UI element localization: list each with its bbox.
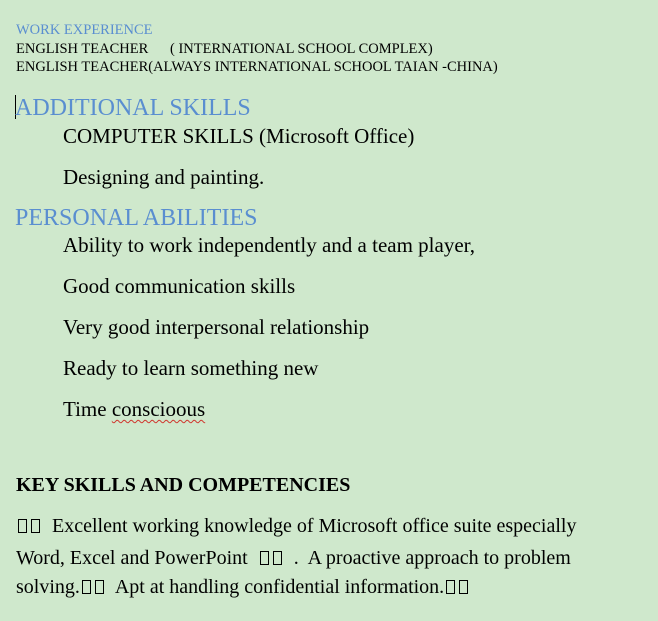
missing-glyph-icon: [459, 580, 468, 594]
key-skills-text: . A proactive approach to problem: [293, 547, 571, 569]
time-conscious-text: Time conscioous: [63, 397, 206, 421]
additional-skill-item: COMPUTER SKILLS (Microsoft Office): [63, 124, 415, 148]
additional-skill-item: Designing and painting.: [63, 165, 265, 189]
key-skills-line-3: [16, 574, 470, 600]
key-skills-line-2: [16, 545, 571, 571]
missing-glyph-icon: [260, 551, 269, 565]
personal-ability-item: Ability to work independently and a team player,: [63, 233, 476, 257]
missing-glyph-icon: [31, 519, 40, 533]
missing-glyph-icon: [446, 580, 455, 594]
work-experience-line-1: ENGLISH TEACHER ( INTERNATIONAL SCHOOL COMPLEX): [16, 41, 433, 57]
personal-ability-item: Ready to learn something new: [63, 356, 319, 380]
personal-ability-item: [63, 396, 205, 422]
personal-abilities-heading: PERSONAL ABILITIES: [15, 205, 258, 231]
missing-glyph-icon: [18, 519, 27, 533]
key-skills-text: solving.: [16, 576, 80, 598]
key-skills-text: Word, Excel and PowerPoint: [16, 547, 248, 569]
key-skills-heading: KEY SKILLS AND COMPETENCIES: [16, 474, 351, 496]
missing-glyph-icon: [273, 551, 282, 565]
key-skills-text: Apt at handling confidential information.: [114, 576, 445, 598]
personal-ability-item: Very good interpersonal relationship: [63, 315, 370, 339]
work-experience-line-2: ENGLISH TEACHER(ALWAYS INTERNATIONAL SCHOOL TAIAN -CHINA): [16, 59, 498, 75]
personal-ability-item: Good communication skills: [63, 274, 296, 298]
key-skills-line-1: [16, 513, 576, 539]
additional-skills-heading: ADDITIONAL SKILLS: [15, 95, 251, 121]
work-experience-label: WORK EXPERIENCE: [16, 22, 153, 38]
missing-glyph-icon: [95, 580, 104, 594]
missing-glyph-icon: [82, 580, 91, 594]
key-skills-text: Excellent working knowledge of Microsoft office suite especially: [52, 515, 577, 537]
